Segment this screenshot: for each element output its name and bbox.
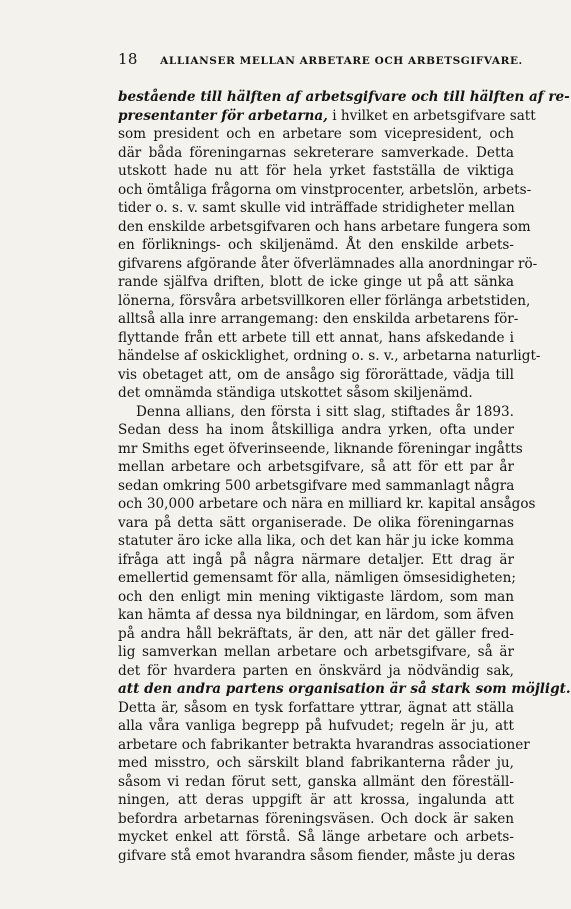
text-line: [118, 310, 519, 329]
text-line: [118, 477, 514, 496]
text-line: [118, 384, 514, 403]
text-line: [118, 717, 514, 736]
text-line: [118, 754, 514, 773]
text-span: Sedan dess ha inom åtskilliga andra yrken, ofta under: [118, 422, 514, 438]
text-span: vis obetaget att, om de ansågo sig förorättade, vädja till: [118, 366, 514, 383]
page-header: [118, 50, 523, 68]
text-span: lig samverkan mellan arbetare och arbetsgifvare, så är: [118, 644, 514, 660]
text-line: [118, 662, 514, 681]
text-line: [118, 699, 514, 718]
running-title: ALLIANSER MELLAN ARBETARE OCH ARBETSGIFVARE.: [160, 55, 523, 67]
text-line: [118, 625, 514, 644]
text-line: [118, 606, 514, 625]
text-line: [118, 366, 514, 385]
text-span: alltså alla inre arrangemang: den enskilda arbetarens för-: [118, 311, 519, 327]
text-span: mr Smiths eget öfverinseende, liknande föreningar ingåtts: [118, 440, 523, 457]
text-span: det för hvardera parten en önskvärd ja nödvändig sak,: [118, 662, 514, 679]
text-span: emellertid gemensamt för alla, nämligen ömsesidigheten;: [118, 570, 516, 586]
text-span: med misstro, och särskilt bland fabrikanterna råder ju,: [118, 755, 514, 771]
text-line: [118, 643, 514, 662]
text-line: [118, 495, 536, 514]
text-span: arbetare och fabrikanter betrakta hvarandras associationer: [118, 736, 530, 753]
text-line: [118, 514, 514, 533]
text-line: [118, 181, 532, 200]
text-line: [118, 569, 514, 588]
text-span: som president och en arbetare som vicepresident, och: [118, 126, 514, 142]
text-line: [118, 810, 514, 829]
text-line: [118, 162, 514, 181]
text-span: flyttande från ett arbete till ett annat, hans afskedande i: [118, 329, 514, 346]
text-line: [118, 255, 538, 274]
italic-text: presentanter för arbetarna,: [118, 107, 328, 124]
text-span: såsom vi redan förut sett, ganska allmänt den föreställ-: [118, 773, 514, 790]
text-span: och den enligt min mening viktigaste lärdom, som man: [118, 588, 514, 605]
text-line: [118, 773, 514, 792]
text-line: [118, 218, 531, 237]
text-span: statuter äro icke alla lika, och det kan här ju icke komma: [118, 533, 514, 549]
text-span: gifvarens afgörande åter öfverlämnades alla anordningar rö-: [118, 255, 538, 272]
text-line: [118, 347, 541, 366]
text-span: den enskilde arbetsgifvaren och hans arbetare fungera som: [118, 218, 531, 235]
text-line: [118, 680, 571, 699]
text-span: där båda föreningarnas sekreterare samverkade. Detta: [118, 144, 514, 161]
text-span: rande själfva driften, blott de icke ginge ut på att sänka: [118, 274, 514, 290]
text-span: utskott hade nu att för hela yrket fastställa de viktiga: [118, 163, 514, 179]
text-span: kan hämta af dessa nya bildningar, en lärdom, som äfven: [118, 607, 514, 623]
text-span: vara på detta sätt organiserade. De olika föreningarnas: [118, 514, 514, 531]
text-span: sedan omkring 500 arbetsgifvare med sammanlagt några: [118, 477, 515, 494]
text-line: [118, 791, 514, 810]
text-line: [118, 403, 514, 422]
text-line: [118, 440, 523, 459]
text-line: [118, 847, 514, 866]
text-span: mellan arbetare och arbetsgifvare, så att för ett par år: [118, 459, 514, 475]
text-span: på andra håll bekräftats, är den, att när det gäller fred-: [118, 625, 514, 642]
body-text: [118, 88, 571, 865]
text-line: [118, 144, 514, 163]
page-number: 18: [118, 50, 138, 68]
text-line: [118, 88, 570, 107]
text-line: [118, 458, 514, 477]
text-span: Detta är, såsom en tysk forfattare yttrar, ägnat att ställa: [118, 699, 514, 716]
text-span: det omnämda ständiga utskottet såsom skiljenämd.: [118, 385, 473, 401]
text-line: [118, 551, 514, 570]
text-line: [118, 532, 514, 551]
text-span: och 30,000 arbetare och nära en milliard kr. kapital ansågos: [118, 496, 536, 512]
text-line: [118, 292, 531, 311]
text-line: [118, 199, 514, 218]
text-line: [118, 107, 536, 126]
text-span: tider o. s. v. samt skulle vid inträffade stridigheter mellan: [118, 200, 515, 216]
text-line: [118, 329, 514, 348]
text-span: i hvilket en arbetsgifvare satt: [327, 107, 536, 124]
text-span: och ömtåliga frågorna om vinstprocenter, arbetslön, arbets-: [118, 181, 532, 198]
text-line: [118, 421, 514, 440]
text-line: [118, 125, 514, 144]
text-span: en förliknings- och skiljenämd. Åt den enskilde arbets-: [118, 237, 514, 253]
text-span: Denna allians, den första i sitt slag, stiftades år 1893.: [136, 403, 514, 420]
text-span: mycket enkel att förstå. Så länge arbetare och arbets-: [118, 829, 514, 845]
text-line: [118, 273, 514, 292]
text-span: händelse af oskicklighet, ordning o. s. v., arbetarna naturligt-: [118, 348, 541, 364]
text-line: [118, 236, 514, 255]
text-span: ifråga att ingå på några närmare detaljer. Ett drag är: [118, 551, 514, 568]
text-span: gifvare stå emot hvarandra såsom fiender, måste ju deras: [118, 847, 516, 864]
text-span: alla våra vanliga begrepp på hufvudet; regeln är ju, att: [118, 718, 514, 734]
italic-text: att den andra partens organisation är så stark som möjligt.: [118, 681, 571, 697]
text-line: [118, 736, 530, 755]
text-span: ningen, att deras uppgift är att krossa, ingalunda att: [118, 792, 514, 808]
italic-text: bestående till hälften af arbetsgifvare och till hälften af re-: [118, 89, 570, 105]
text-span: lönerna, försvåra arbetsvillkoren eller förlänga arbetstiden,: [118, 292, 531, 309]
text-line: [118, 588, 514, 607]
text-line: [118, 828, 514, 847]
text-span: befordra arbetarnas föreningsväsen. Och dock är saken: [118, 810, 514, 827]
